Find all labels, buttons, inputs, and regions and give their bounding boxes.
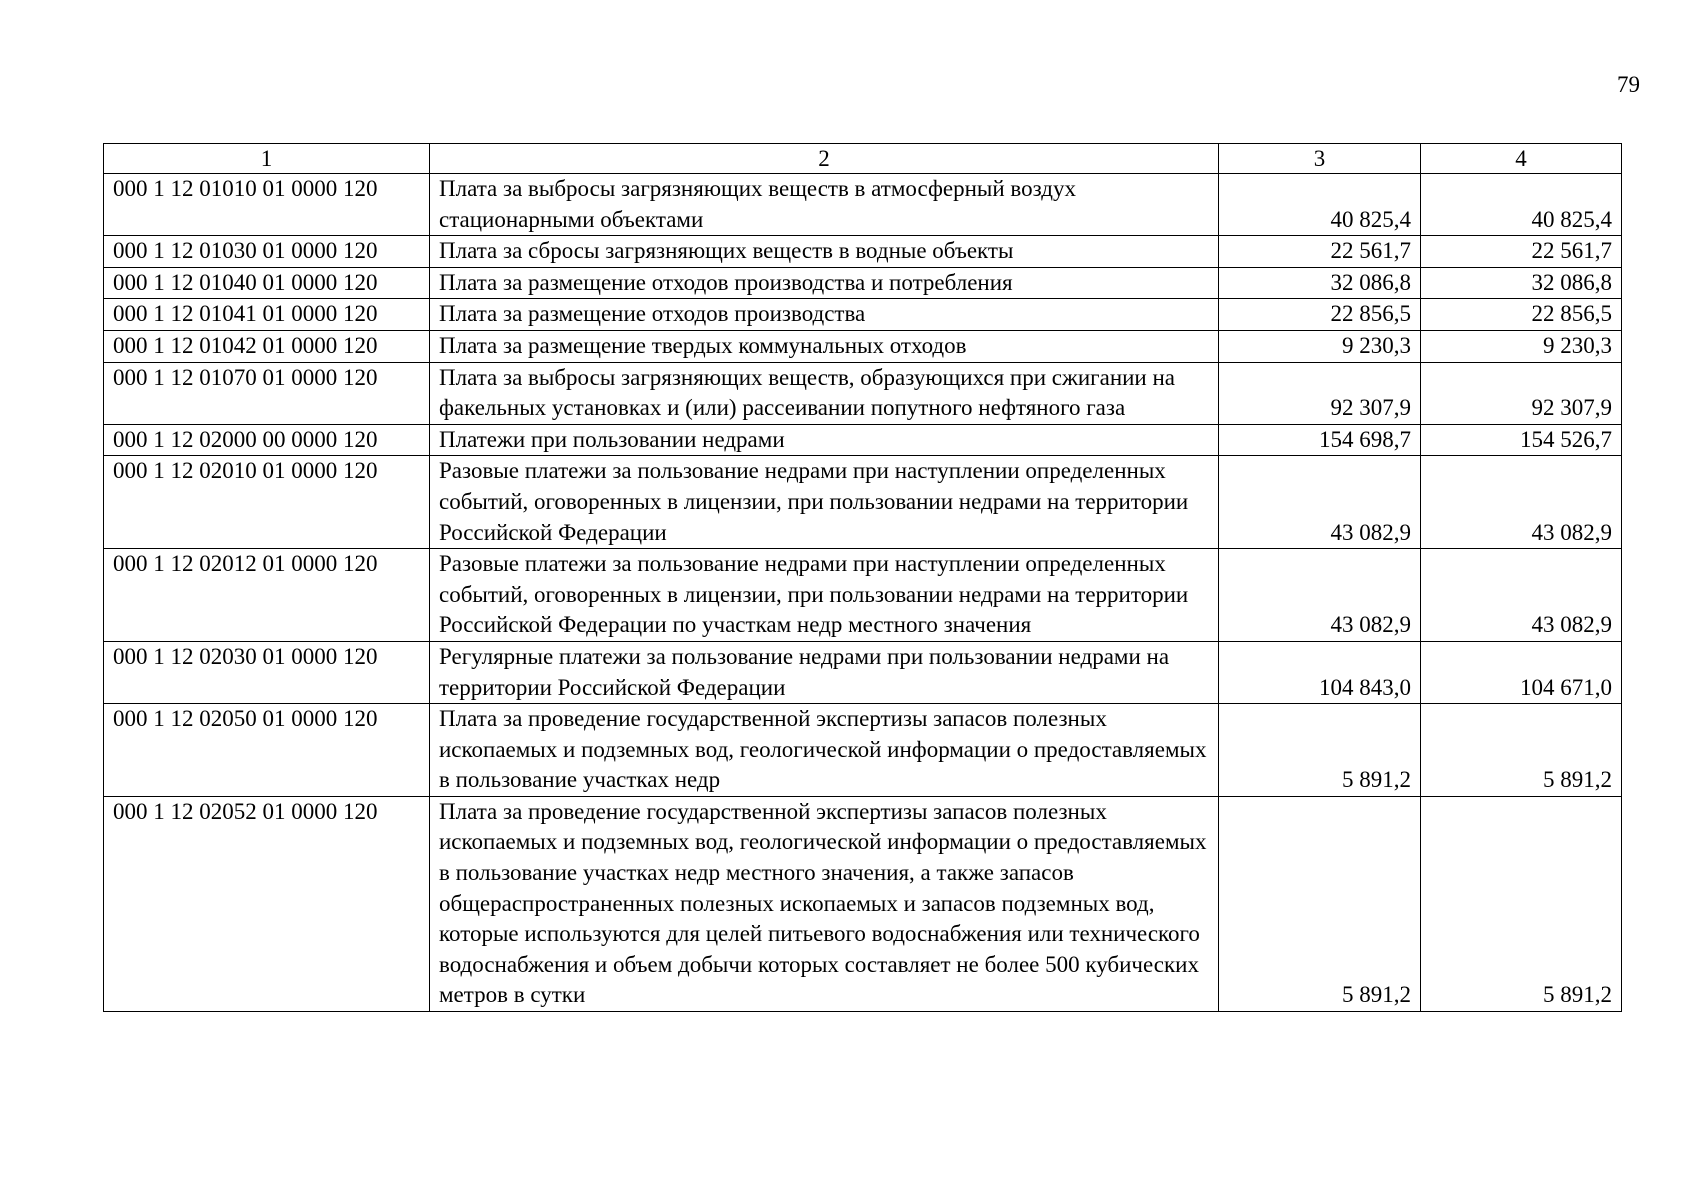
budget-code-cell: 000 1 12 02012 01 0000 120: [104, 549, 430, 642]
revenue-name-cell: Плата за проведение государственной экспертизы запасов полезных ископаемых и подземных вод, геологической информации о предоставляемых в пользование участках недр местного значения, а также запасов общераспространенных полезных ископаемых и запасов подземных вод, которые используются для целей питьевого водоснабжения или технического водоснабжения и объем добычи которых составляет не более 500 кубических метров в сутки: [430, 796, 1219, 1011]
table-row: [104, 549, 1622, 642]
amount-col3-cell: 104 843,0: [1219, 641, 1421, 703]
amount-col4-cell: 9 230,3: [1421, 330, 1622, 362]
revenue-name-cell: Плата за выбросы загрязняющих веществ, образующихся при сжигании на факельных установках и (или) рассеивании попутного нефтяного газа: [430, 362, 1219, 424]
amount-col3-cell: 40 825,4: [1219, 174, 1421, 236]
table-row: [104, 330, 1622, 362]
revenue-name-cell: Регулярные платежи за пользование недрами при пользовании недрами на территории Российской Федерации: [430, 641, 1219, 703]
budget-code-cell: 000 1 12 01030 01 0000 120: [104, 236, 430, 268]
revenue-name-cell: Плата за размещение отходов производства: [430, 299, 1219, 331]
column-header-3: 3: [1219, 144, 1421, 174]
revenue-name-cell: Плата за размещение твердых коммунальных отходов: [430, 330, 1219, 362]
table-row: [104, 362, 1622, 424]
revenue-name-cell: Плата за проведение государственной экспертизы запасов полезных ископаемых и подземных вод, геологической информации о предоставляемых в пользование участках недр: [430, 704, 1219, 797]
revenue-name-cell: Разовые платежи за пользование недрами при наступлении определенных событий, оговоренных в лицензии, при пользовании недрами на территории Российской Федерации по участкам недр местного значения: [430, 549, 1219, 642]
table-row: [104, 174, 1622, 236]
budget-code-cell: 000 1 12 01041 01 0000 120: [104, 299, 430, 331]
budget-code-cell: 000 1 12 02030 01 0000 120: [104, 641, 430, 703]
budget-code-cell: 000 1 12 01010 01 0000 120: [104, 174, 430, 236]
revenue-name-cell: Плата за размещение отходов производства и потребления: [430, 267, 1219, 299]
table-row: [104, 424, 1622, 456]
column-header-1: 1: [104, 144, 430, 174]
table-row: [104, 299, 1622, 331]
amount-col4-cell: 92 307,9: [1421, 362, 1622, 424]
amount-col3-cell: 43 082,9: [1219, 549, 1421, 642]
budget-code-cell: 000 1 12 02052 01 0000 120: [104, 796, 430, 1011]
revenue-name-cell: Плата за выбросы загрязняющих веществ в атмосферный воздух стационарными объектами: [430, 174, 1219, 236]
table-row: [104, 704, 1622, 797]
table-row: [104, 796, 1622, 1011]
amount-col4-cell: 43 082,9: [1421, 456, 1622, 549]
page-number: 79: [1617, 72, 1640, 97]
table-row: [104, 267, 1622, 299]
amount-col4-cell: 22 856,5: [1421, 299, 1622, 331]
revenue-name-cell: Разовые платежи за пользование недрами при наступлении определенных событий, оговоренных в лицензии, при пользовании недрами на территории Российской Федерации: [430, 456, 1219, 549]
amount-col4-cell: 22 561,7: [1421, 236, 1622, 268]
amount-col3-cell: 22 856,5: [1219, 299, 1421, 331]
amount-col3-cell: 92 307,9: [1219, 362, 1421, 424]
budget-code-cell: 000 1 12 02050 01 0000 120: [104, 704, 430, 797]
amount-col4-cell: 154 526,7: [1421, 424, 1622, 456]
table-header-row: [104, 144, 1622, 174]
amount-col3-cell: 154 698,7: [1219, 424, 1421, 456]
budget-code-cell: 000 1 12 01042 01 0000 120: [104, 330, 430, 362]
table-row: [104, 641, 1622, 703]
amount-col4-cell: 32 086,8: [1421, 267, 1622, 299]
budget-code-cell: 000 1 12 01070 01 0000 120: [104, 362, 430, 424]
revenue-name-cell: Плата за сбросы загрязняющих веществ в водные объекты: [430, 236, 1219, 268]
column-header-2: 2: [430, 144, 1219, 174]
table-row: [104, 456, 1622, 549]
column-header-4: 4: [1421, 144, 1622, 174]
amount-col3-cell: 9 230,3: [1219, 330, 1421, 362]
amount-col3-cell: 5 891,2: [1219, 796, 1421, 1011]
budget-revenue-table: [103, 143, 1622, 1012]
amount-col3-cell: 5 891,2: [1219, 704, 1421, 797]
table-row: [104, 236, 1622, 268]
amount-col4-cell: 5 891,2: [1421, 704, 1622, 797]
revenue-name-cell: Платежи при пользовании недрами: [430, 424, 1219, 456]
budget-code-cell: 000 1 12 02000 00 0000 120: [104, 424, 430, 456]
budget-code-cell: 000 1 12 02010 01 0000 120: [104, 456, 430, 549]
amount-col3-cell: 22 561,7: [1219, 236, 1421, 268]
amount-col3-cell: 32 086,8: [1219, 267, 1421, 299]
budget-code-cell: 000 1 12 01040 01 0000 120: [104, 267, 430, 299]
amount-col3-cell: 43 082,9: [1219, 456, 1421, 549]
amount-col4-cell: 104 671,0: [1421, 641, 1622, 703]
amount-col4-cell: 40 825,4: [1421, 174, 1622, 236]
amount-col4-cell: 43 082,9: [1421, 549, 1622, 642]
amount-col4-cell: 5 891,2: [1421, 796, 1622, 1011]
